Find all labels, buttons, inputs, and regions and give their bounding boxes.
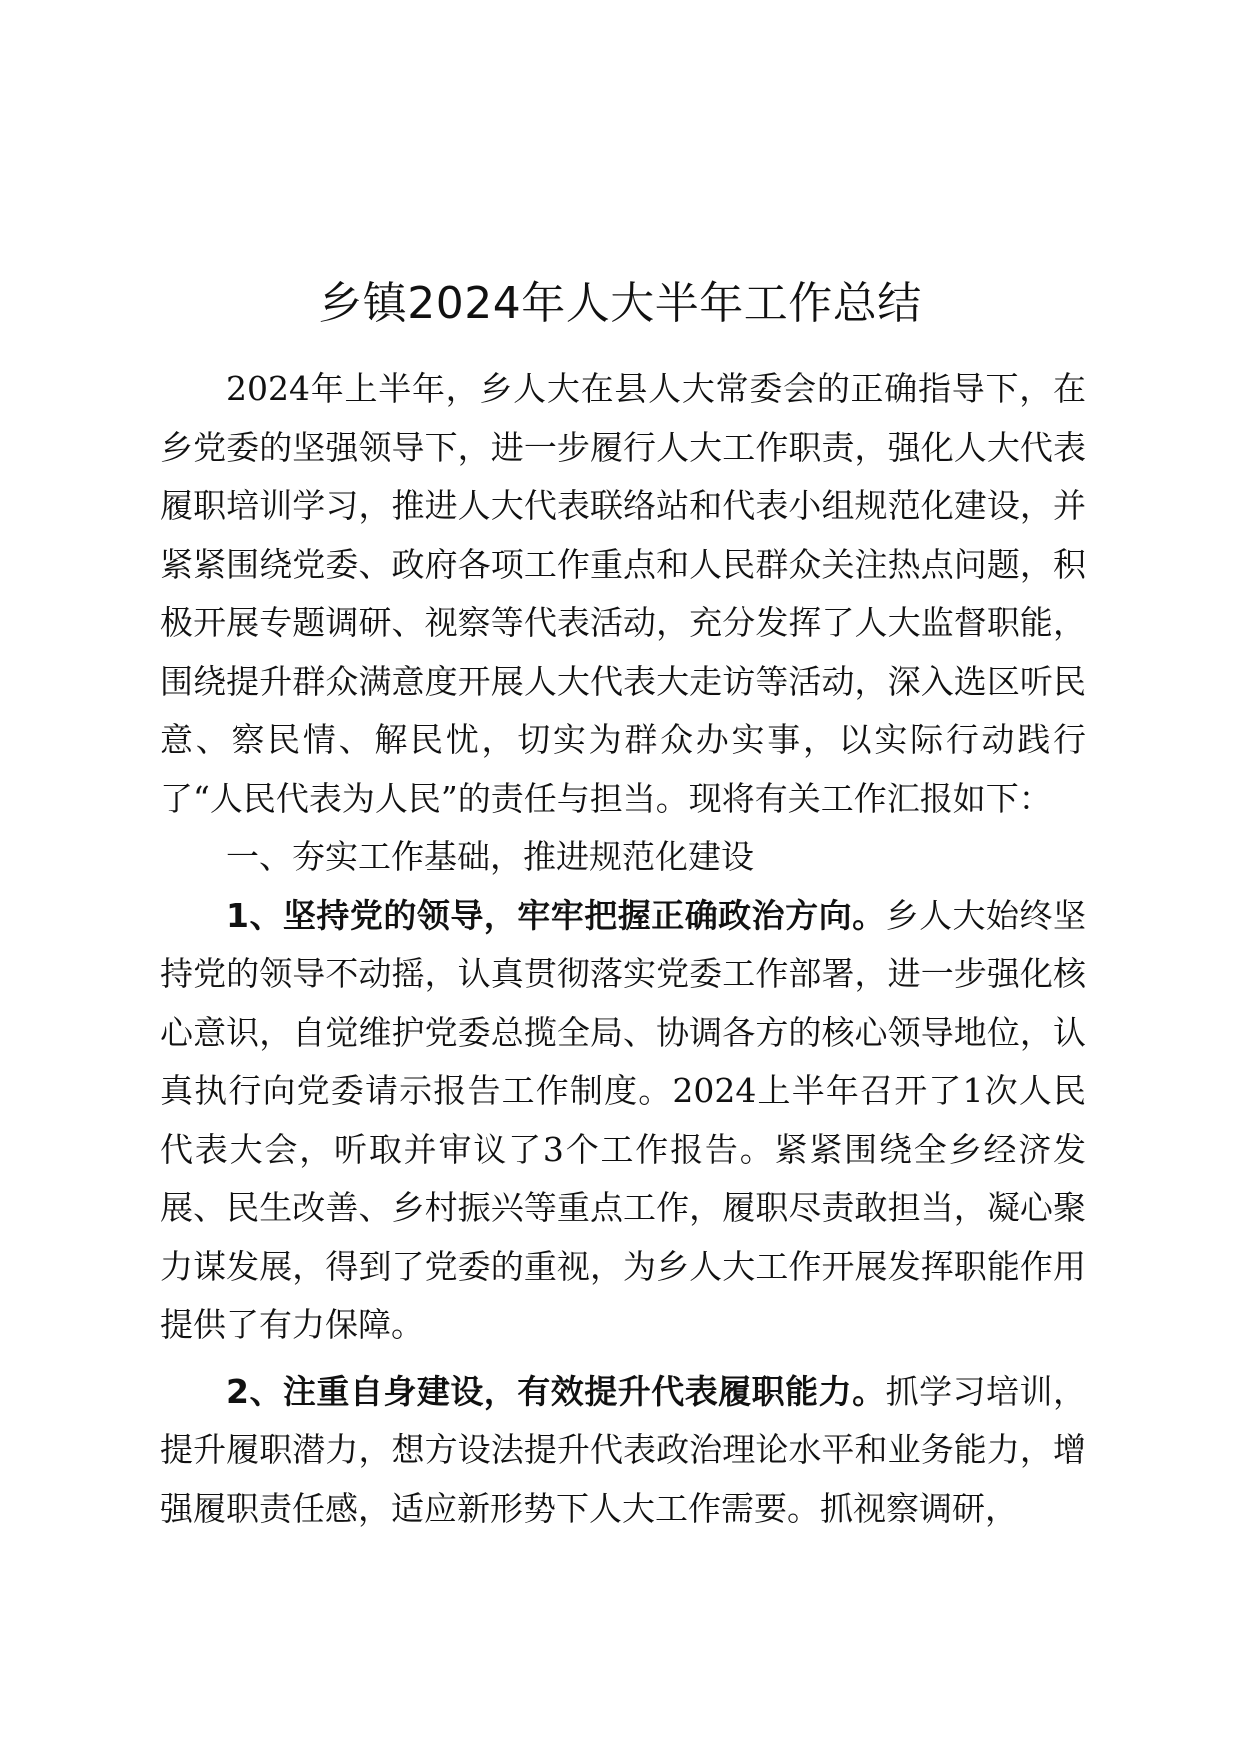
item-1-text: 乡人大始终坚持党的领导不动摇，认真贯彻落实党委工作部署，进一步强化核心意识，自觉维护党委总揽全局、协调各方的核心领导地位，认真执行向党委请示报告工作制度。2024上半年召开了1次人民代表大会，听取并审议了3个工作报告。紧紧围绕全乡经济发展、民生改善、乡村振兴等重点工作，履职尽责敢担当，凝心聚力谋发展，得到了党委的重视，为乡人大工作开展发挥职能作用提供了有力保障。 xyxy=(160,895,1087,1344)
item-1-paragraph xyxy=(160,887,1086,1355)
item-2-paragraph xyxy=(160,1363,1086,1539)
item-2-text: 抓学习培训，提升履职潜力，想方设法提升代表政治理论水平和业务能力，增强履职责任感，适应新形势下人大工作需要。抓视察调研， xyxy=(160,1371,1087,1528)
document-title: 乡镇2024年人大半年工作总结 xyxy=(318,278,922,329)
document-body xyxy=(160,360,1086,1538)
item-1-lead: 1、坚持党的领导，牢牢把握正确政治方向。 xyxy=(226,895,886,935)
intro-paragraph: 2024年上半年，乡人大在县人大常委会的正确指导下，在乡党委的坚强领导下，进一步履行人大工作职责，强化人大代表履职培训学习，推进人大代表联络站和代表小组规范化建设，并紧紧围绕党委、政府各项工作重点和人民群众关注热点问题，积极开展专题调研、视察等代表活动，充分发挥了人大监督职能，围绕提升群众满意度开展人大代表大走访等活动，深入选区听民意、察民情、解民忧，切实为群众办实事，以实际行动践行了“人民代表为人民”的责任与担当。现将有关工作汇报如下： xyxy=(160,369,1086,818)
section-heading-1: 一、夯实工作基础，推进规范化建设 xyxy=(226,837,754,876)
item-2-lead: 2、注重自身建设，有效提升代表履职能力。 xyxy=(226,1371,886,1411)
